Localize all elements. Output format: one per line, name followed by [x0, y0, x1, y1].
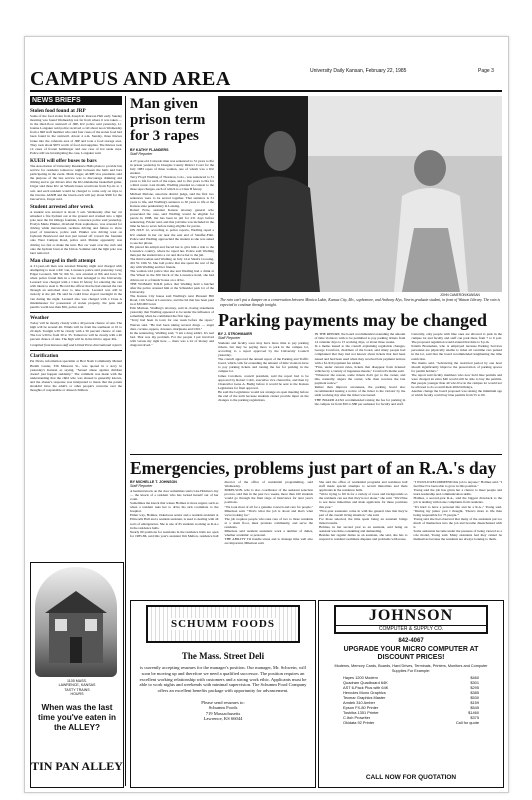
product-name: AST 6-Pack Plus with 64K [343, 685, 389, 691]
news-briefs-label: NEWS BRIEFS [30, 96, 122, 105]
photo-illustration [218, 96, 502, 292]
paragraph: The job requires people who take care of two to three residents at a dorm floor, must promote community, and serve the residents. [224, 516, 313, 530]
paragraph: Young said the job has given her a chance to meet people and learn leadership and communication skills. [413, 488, 502, 497]
product-name: C.Itoh Prowriter [343, 715, 371, 721]
address-line: Schumm Foods [208, 704, 238, 710]
paragraph: The report said faculty members who now hold blue permits and were charged an extra $40 would still be able to buy the permits. But people younger than 40 who live in the campus lot would not be allowed to do so until their 40th birthdays. [411, 372, 502, 390]
paragraph: THE WOMAN TOLD police that Wadling held a hatchet after the police arrested him at the Schneider park lot of the University. [130, 281, 214, 294]
johnson-subname: COMPUTER & SUPPLY CO. [336, 625, 486, 632]
address-line: 1105 MASS. [67, 679, 87, 683]
johnson-phone: 842-4067 [398, 638, 424, 644]
ad-tagline: When was the last time you've eaten in the ALLEY? [38, 703, 116, 732]
paragraph: Michael Malone, associate district judge, said the first two sentences were to be served together. That sentence is 31 years to life, and Wadling's sentence to 30 years to life at the Kansas state penitentiary in Lansing. [130, 191, 214, 208]
product-price: $460 [470, 675, 479, 681]
product-name: Hayes 1200 Modem [343, 675, 378, 681]
brief-title: Stolen food found at JRP [30, 108, 86, 114]
parking-byline-role: Staff Reporter [218, 336, 241, 341]
paragraph: "We're trying to fill in for a variety of races and backgrounds so the residents can see that they're not alone," she said. "We'd like to see more minorities and male applicants for these positions this year." [319, 492, 408, 509]
paragraph: Currently, only people with blue ones are allowed to park in the campus lot and faculty and staff can park there from 7 to 6 p.m. The proposed regulation would extend that time to 6 p.m. [411, 332, 502, 345]
paragraph: Erik Mattson, Wadling's attorney, said in closing statements yesterday that Wadling appeared to be under the influence of something when he committed the first rape. [130, 306, 214, 319]
paragraph: For those selected, the time spent being an assistant brings mixed results. [319, 516, 408, 525]
ad-restaurant-name: TIN PAN ALLEY [31, 759, 123, 773]
paragraph: Holmes, in her second year as an assistant, said being an assistant was time-consuming and demanding. [319, 525, 408, 534]
dateline: University Daily Kansan, February 22, 1985 [310, 68, 407, 74]
tin-pan-alley-ad [30, 562, 124, 788]
page-number: Page 3 [478, 68, 494, 74]
brief-body: Some of the food stolen from Joseph R. Pearson Hall early Sunday morning was found Wednesday not far from where it was taken — in the third-floor stairwell of JRP, KU police said yesterday. Lt. Jeanne Longaker said police received a call about noon Wednesday from a JRP staff member who said four cases of the stolen food had been found in the stairwell. About 4 a.m. Sunday, three thieves broke into the cafeteria area of JRP and took a food storage area. They took about $675 worth of food and supplies. The thieves took 14 cases of frozen hamburger and one case of hot steak cups. Police still are investigating the case, Longaker said. [30, 114, 122, 155]
price-row [343, 720, 479, 725]
clarification-box [30, 350, 122, 392]
product-price: $530 [470, 695, 479, 701]
brief-title: Man charged in theft attempt [30, 257, 96, 264]
schumm-contact: Please send resumes to: [201, 699, 245, 705]
paragraph: She said the office of residential programs and residence hall staff made special attempts to recruit minorities and male applicants in the residence halls. [319, 480, 408, 493]
ra-body [130, 480, 502, 546]
price-list [343, 675, 479, 725]
brief-item [30, 204, 122, 255]
paragraph: Kristin Brosnahan, who is employed because Parking Services personnel are physically unable to ticket all overtime cars parked in the lot, said that the board recommended lengthening the time restriction. [411, 344, 502, 361]
prison-byline-role: Staff Reporter [130, 152, 153, 157]
paragraph: The woman told police that she and Wadling had a drink at The Wheel in the 300 block of the Lawrence hotel, she had driven out to a friends' house on a drive. [130, 269, 214, 282]
masthead [30, 46, 502, 92]
prison-body [130, 159, 214, 347]
schumm-logo [146, 605, 300, 643]
product-price: $385 [470, 690, 479, 696]
paragraph: In a memo issued to the council explaining regulation changes, George Crawford, chairman of the board, said many people had complained that they had not known about tickets that had been issued and had been used when they received late payment notices with a $1-$10 payment fee added. [314, 344, 406, 365]
masthead-rule [30, 90, 502, 92]
paragraph: The memo said, "Advancing the restricted period by one hour should significantly improve the preservation of parking spaces for permit holders." [411, 360, 502, 373]
paragraph: The council approved the annual report of the Parking and Traffic board, which calls for extending the amount of time violators have to pay parking tickets and raising the fee for parking in the campus lot. [218, 357, 309, 374]
product-name: Hercules Mono Graphics [343, 690, 386, 696]
brief-title: Student arrested after wreck [30, 203, 94, 210]
paragraph: "I WOULD RECOMMEND this job to anyone," Holmes said. "I feel like I've been able to grow in this position." [413, 480, 502, 489]
paragraph: "First-year assistants come in with the general idea that they're part of the overall living situation," she said. [319, 508, 408, 517]
product-price: $301 [470, 680, 479, 686]
paragraph: He placed his armpit and forced her to give him a ride to the Lawrence country, where he raped her. Police said Wadling then put the student into a car and drove her to the jail. [130, 244, 214, 257]
johnson-logo [334, 605, 488, 634]
paragraph: The Kansas City house said Wadling's next Pleasant Hill Road, 11th Street at Lawrence, and the lid that has been paid in at $30,000 bond. [130, 293, 214, 307]
paragraph: James Carothers, council president, said the report had to be approved by Robert Cobb, executive vice chancellor, and then by Chancellor Gene A. Budig before it would be sent to the Kansas Legislature for final approval. [218, 373, 309, 390]
paragraph: Nearly 60 positions for assistants in the residence halls are open for 1985-86, said this year's assistant Jim Melton, residence hall director of the office of residential programming, said Wednesday. [130, 480, 313, 538]
product-price: $375 [470, 715, 479, 721]
schumm-title: The Mass. Street Deli [181, 651, 265, 661]
product-name: Okidata 92 Printer [343, 720, 375, 726]
ra-headline: Emergencies, problems just part of an R.A.'s day [130, 458, 497, 478]
parking-headline: Parking payments may be changed [218, 310, 488, 330]
paragraph: The third woman said Wadling on July 14 at Slash's Crossing, 401 W. 10th St. She told police that she spent the rest of the day with Wadling and her friends. [130, 257, 214, 270]
brief-item [30, 258, 122, 309]
brief-item [30, 108, 122, 155]
brief-body: The Association of University Residence Halls plans to provide bus service for residents tomorrow night between the halls and bars participating in the event. Mark Unger, AURH vice president, said the purpose of the bus service was to discourage drinking and driving and to get drivers after the KU-Oklahoma basketball game. Unger said three KU on Wheels buses would run from 8 p.m. to 1 a.m. and each resident would be charged to come only on trips to the taverns. AURH and the tavern each will pay about $300 for the bus service, Unger said. [30, 163, 122, 201]
paragraph: IN THE REPORT, the board recommended extending the amount of time violators with to be permitted to pay parking tickets from 14 calendar days to 15 working days, or about three weeks. [314, 332, 406, 345]
paragraph: "Terry had been in town for one week before the rapes," Warren said. "He had been taking several drugs — angel dust, cocaine, uppers, downers, marijuana and LSD." [130, 318, 214, 331]
paragraph: "First, under current rules, tickets that disappear from ticketed vehicles by a variety of ingenious means," Crawford's memo said. [314, 364, 406, 373]
parking-body [218, 332, 502, 406]
paragraph: "Whatever the reason, some tickets don't get to the owner, and this, naturally, angers the owner, who then receives the late payment notice." [314, 372, 406, 386]
paragraph: Robert Ferre, assistant Kansas attorney general who prosecuted the case, said Wadling would be eligible for parole in 1998, but has been in jail for 231 days before sentencing. Frieler said, and that jail time was included in the time he has to serve before being eligible for parole. [130, 207, 214, 229]
column-divider [125, 96, 126, 786]
photo-credit: JOHN CAMERON/KANSAN [440, 293, 480, 297]
news-briefs-column [30, 96, 122, 556]
product-price: $159 [470, 700, 479, 706]
schumm-name: SCHUMM FOODS [168, 618, 278, 630]
paragraph: Students and faculty soon may have more time to pay parking tickets, but may be paying more to park in the campus lot, according to a report approved by the University Council yesterday. [218, 340, 309, 358]
johnson-headline: UPGRADE YOUR MICRO COMPUTER AT DISCOUNT PRICES! [343, 646, 479, 661]
paragraph: Some assistants become under the pressure of being viewed as a role model, Young said. Many assistants feel they cannot be themselves because the residents are always looking to them. [413, 529, 502, 542]
product-price: $1460 [468, 710, 479, 716]
clarification-title: Clarification [30, 353, 59, 360]
weather-body: Today will be mostly cloudy with a 40 percent chance of rain. The high will be around 46. Winds will be from the southeast at 10 to 20 mph. Tonight will be cloudy with a 50 percent chance of rain. The low will be from 30 to 35. Tomorrow will be cloudy with a 40 percent chance of rain. The high will be in the mid to upper 40s. [30, 320, 122, 342]
prison-byline: BY KATHY FLANDERS [130, 148, 169, 152]
rain-conversation-photo [218, 96, 502, 292]
address-line: Lawrence, KS 66044 [203, 716, 243, 722]
product-name: Tecmar Graphics Master [343, 695, 386, 701]
building-illustration [35, 567, 117, 677]
paragraph: Besides her regular duties as an assistant, she said, she has to respond to resident roommate disputes and problems with noise. [319, 533, 408, 542]
prison-headline: Man given prison term for 3 rapes [130, 96, 206, 144]
product-price: $545 [470, 705, 479, 711]
schumm-foods-ad [130, 600, 316, 788]
paragraph: "It's hard to have a personal life and be a R.A.," Young said. "During my junior year I thought, 'There's more to life than being responsible for 75 people.'" [413, 504, 502, 517]
prison-story [130, 96, 214, 452]
schumm-address [131, 705, 315, 722]
parking-story [218, 310, 502, 450]
paragraph: Either way, Holmes, Oskaloosa senior and a resident assistant at Ellsworth Hall and a resident assistant, is used to dealing with all sorts of emergencies. She is one of 65 students working as R.A.s in the residence halls. [130, 513, 219, 530]
address-line: HOURS [70, 692, 84, 697]
brief-body: A 21-year-old man was arrested Monday night and charged with attempting to steal a KU van, Lawrence police said yesterday. Greg Edgar Leonard, 506 W. 6th St., was arrested at 8th and Iowa St. when police found him in a van that belonged to the University. Leonard was charged with a Class D felony for entering the van with intent to steal it. He told the officer that he had entered the van through an unlocked door to take tools. Leonard was still in custody at the jail. He said he could have stayed overnight in the van during the night. Leonard also was charged with a Class A misdemeanor for possession of stolen property, the pens and pencils worth less than $50, police said. [30, 263, 122, 309]
johnson-computer-ad [318, 600, 504, 788]
paragraph: He said the Legislature would not arrange an open meeting before the end of the term because students cannot provide input on the changes to the parking regulations. [218, 389, 309, 403]
paragraph: Young said she had observed that many of the assistants put too much of themselves into the job and became disenchanted with it. [413, 516, 502, 530]
paragraph: Holmes, a second-year R.A., said the biggest drawback to the job is dealing with noise complaints from residents. [413, 496, 502, 505]
restaurant-illustration [35, 567, 117, 677]
paragraph: Mikelson said resident assistants work a number of duties, whether academic or personal. [224, 529, 313, 538]
photo-caption: The rain can't put a damper on a conversation between Monica Lakin, Kansas City, Mo., sophomore, and Anthony Alyx, Vavrin graduate student, in front of Watson Library. The rain is expected to continue through tonight. [220, 298, 500, 307]
section-divider [130, 454, 502, 455]
paragraph: Another change the board proposed was raising the minimum age at which faculty could buy blue permits from 55 to 60. [411, 389, 502, 398]
product-name: Amdek 310 Amber [343, 700, 376, 706]
weather-box [30, 312, 122, 348]
paragraph: MIKELSON, who is also coordinator of the assistant selection process, said that in the past two weeks, more than 100 students would go through the final stage of interviews for next year's positions. [224, 488, 313, 505]
paragraph: Sometimes the knock that wakes Holmes is more urgent, such as when a resident asks her to drive his sick roommate to the hospital. [130, 501, 219, 514]
johnson-intro: Modems, Memory Cards, Boards, Hard Drives, Terminals, Printers, Monitors and Computer Supplies For Example: [334, 664, 488, 673]
ra-byline: BY MICHELLE T. JOHNSON [130, 480, 177, 484]
product-name: Quadram Quadboard 64K [343, 680, 388, 686]
paragraph: In the sentencing, Wadling said, "I am a drug addict. It's real bad. That was my problem. For the people I put involved with versus my right here — there was a lot of money and drugs involved." [130, 330, 214, 348]
ra-story [130, 458, 502, 596]
address-line: LAWRENCE, KANSAS [58, 683, 96, 688]
product-name: Toshiba 1351 Printer [343, 710, 379, 716]
johnson-cta: CALL NOW FOR QUOTATION [365, 774, 457, 781]
ad-address [31, 679, 123, 697]
product-price: Call for quote [455, 720, 479, 726]
ra-byline-role: Staff Reporter [130, 484, 153, 489]
schumm-body: is currently accepting resumes for the manager's position. Our manager, Mr. Schwein, will soon be moving up and therefore we need a qualified successor. The position requires an excellent working relationship with customers and a strong work ethic. Applicants must be able to work nights and weekends with minimal supervision. The Schumm Food Company offers an excellent benefits package with opportunity for advancement. [139, 665, 307, 694]
paragraph: Terry Floyd Wadling of Thornton, Colo., was sentenced to 31 years to life for each of the rapes, and to five years to life for a third count. Last month, Wadling pleaded no contest to the three rape charges, each of which is a Class B felony. [130, 175, 214, 192]
weather-title: Weather [30, 314, 50, 321]
product-name: Epson FX-80 Printer [343, 705, 379, 711]
parking-byline: BY J. STROHMAIER [218, 332, 253, 336]
brief-body: A student was arrested at about 3 a.m. Wednesday after her car smashed a fire hydrant out at the ground and crashed into a light pole near the Oz Omega fountain, Lawrence police said yesterday. Evelyn Marie Pinkler, Overland Park sophomore, was arrested for driving while intoxicated, reckless driving and failure to show proof of insurance, police said. Pinkler was driving west on Jayhawk Boulevard and had just turned off toward the fountain onto West Campus Road, police said. Pinkler apparently was driving too fast to make the turn. Her car went over the curb and onto the hydrant lawn at the Union. Sommer said the light pole was later removed. [30, 209, 122, 255]
product-price: $295 [470, 685, 479, 691]
section-title: CAMPUS AND AREA [30, 68, 231, 90]
address-line: 719 Massachusetts [205, 710, 241, 716]
brief-item [30, 158, 122, 201]
paragraph: "We look most of all for a genuine concern and care for people," Mikelson said. "That's what the job is about and that's what we're looking for." [224, 504, 313, 517]
paragraph: A hesitant knock on the door sometimes starts Lisa Holmes's day — the knock of a resident who has locked herself out of her room. [130, 488, 219, 501]
paragraph: THE BOARD ALSO recommended raising the fee for parking in the campus lot from $50 to $80 per semester for faculty and staff. [314, 397, 406, 406]
address-line: TASTY TRAINS [64, 687, 90, 692]
paragraph: A 27-year-old Colorado man was sentenced to 31 years to life in prison yesterday in Douglas County District Court for the July 1983 rapes of three women, one of whom was a KU student. [130, 158, 214, 176]
clarification-body: Pat Davis, information specialist at Bert Nash Community Mental Health Center, 336 Missouri St., was quoted in a story in yesterday's Kansan as saying, "Sexual abuse against children doesn't just happen suddenly." The comment was made with the understanding that the child who was abused is generally known, and the abuser's response was interpreted to mean that the parent shouldn't have the adult's or other people's concerns over the thoughts of responsible or abused children. [30, 359, 122, 393]
paragraph: Rather than improve awareness, the parking board also recommended issuing a notice of the ticket to the violator by the sixth working day after the ticket was issued. [314, 385, 406, 398]
johnson-name: JOHNSON [368, 607, 454, 624]
paragraph: THE ABILITY TO handle stress and to manage time well also are important, Mikelson said. [224, 537, 313, 546]
paragraph: ON JULY 12, according to police reports, Wadling raped a KU student in her car near the east end of Stauffer-Flint. Police said Wadling approached the student as she was asked to see her phone. [130, 228, 214, 245]
brief-title: KUEH will offer buses to bars [30, 157, 97, 164]
compiled-note: Compiled from Kansan staff and United Press International reports [30, 343, 122, 348]
